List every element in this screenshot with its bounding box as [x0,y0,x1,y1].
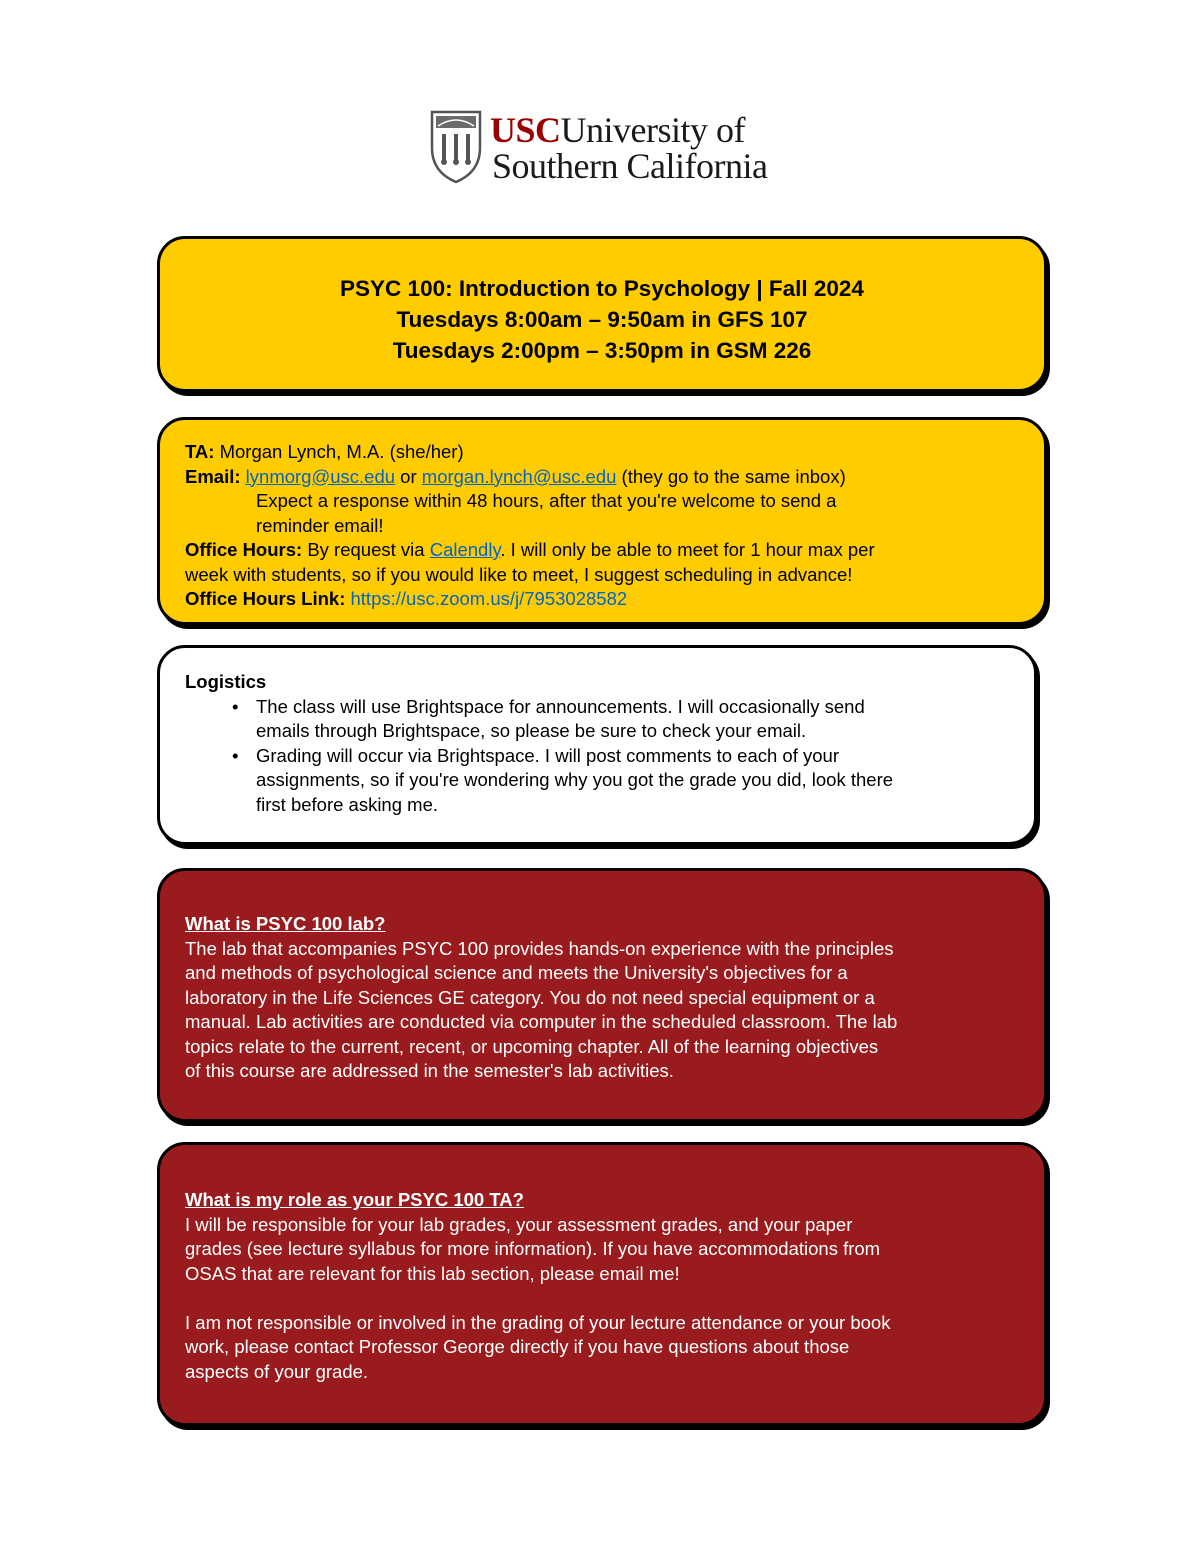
role-p1-line-1: I will be responsible for your lab grades, your assessment grades, and your paper [185,1213,853,1235]
lab-line-1: The lab that accompanies PSYC 100 provides hands-on experience with the principles [185,937,894,959]
response-line-1: Expect a response within 48 hours, after that you're welcome to send a [256,490,837,511]
course-title: PSYC 100: Introduction to Psychology | Fall 2024 [340,276,864,301]
logistics-list [185,695,1014,818]
zoom-link[interactable]: https://usc.zoom.us/j/7953028582 [350,588,628,609]
bullet-icon: • [232,695,239,717]
email-label: Email: [185,465,241,487]
logo-line2-text: Southern California [492,146,768,186]
office-link-line [185,587,1024,612]
logistics-item-2-line-2: assignments, so if you're wondering why you got the grade you did, look there [256,769,894,790]
logistics-item-1-line-1: The class will use Brightspace for announcements. I will occasionally send [256,695,865,717]
lab-line-4: manual. Lab activities are conducted via computer in the scheduled classroom. The lab [185,1011,898,1032]
email-link-2[interactable]: morgan.lynch@usc.edu [421,465,617,487]
usc-seal-icon [428,108,484,184]
list-item [185,744,1014,818]
lab-line-5: topics relate to the current, recent, or upcoming chapter. All of the learning objectives [185,1035,879,1057]
logo-usc-text: USC [490,110,561,150]
role-p2-line-3: aspects of your grade. [185,1360,369,1382]
ta-name: Morgan Lynch, M.A. (she/her) [214,441,464,462]
logo-line1-text: University of [560,110,745,150]
response-line-2: reminder email! [256,514,384,536]
lab-box [157,868,1047,1122]
paragraph-spacer [185,1286,1024,1311]
bullet-icon: • [232,744,239,766]
session-1: Tuesdays 8:00am – 9:50am in GFS 107 [396,307,808,332]
role-p2-line-2: work, please contact Professor George directly if you have questions about those [185,1336,850,1357]
role-p2-line-1: I am not responsible or involved in the grading of your lecture attendance or your book [185,1311,891,1333]
session-2: Tuesdays 2:00pm – 3:50pm in GSM 226 [392,338,812,363]
role-p1-line-3: OSAS that are relevant for this lab section, please email me! [185,1262,680,1284]
email-line [185,465,1024,490]
office-hours-label: Office Hours: [185,539,303,560]
email-note: (they go to the same inbox) [616,465,846,487]
logistics-item-2-line-3: first before asking me. [256,793,438,815]
role-box [157,1142,1047,1426]
office-hours-pre: By request via [302,539,430,560]
ta-label: TA: [185,441,215,462]
list-item [185,695,1014,744]
calendly-link[interactable]: Calendly [429,539,501,560]
role-heading: What is my role as your PSYC 100 TA? [185,1189,524,1210]
lab-line-3: laboratory in the Life Sciences GE category. You do not need special equipment or a [185,986,875,1008]
usc-logo [428,106,778,186]
office-link-label: Office Hours Link: [185,588,346,609]
ta-info-box [157,417,1047,625]
lab-line-2: and methods of psychological science and meets the University's objectives for a [185,962,848,983]
logistics-box [157,645,1037,845]
lab-line-6: of this course are addressed in the semester's lab activities. [185,1060,674,1081]
logistics-heading: Logistics [185,671,267,692]
role-p1-line-2: grades (see lecture syllabus for more information). If you have accommodations from [185,1238,881,1259]
office-hours-post-1: . I will only be able to meet for 1 hour max per [500,539,875,560]
email-link-1[interactable]: lynmorg@usc.edu [245,465,396,487]
office-hours-line [185,538,1024,563]
lab-heading: What is PSYC 100 lab? [185,913,386,934]
email-or: or [395,465,422,487]
logistics-item-1-line-2: emails through Brightspace, so please be sure to check your email. [256,720,807,741]
logistics-item-2-line-1: Grading will occur via Brightspace. I will post comments to each of your [256,744,839,766]
office-hours-post-2: week with students, so if you would like to meet, I suggest scheduling in advance! [185,563,853,585]
ta-line [185,440,1024,465]
course-title-box [157,236,1047,392]
